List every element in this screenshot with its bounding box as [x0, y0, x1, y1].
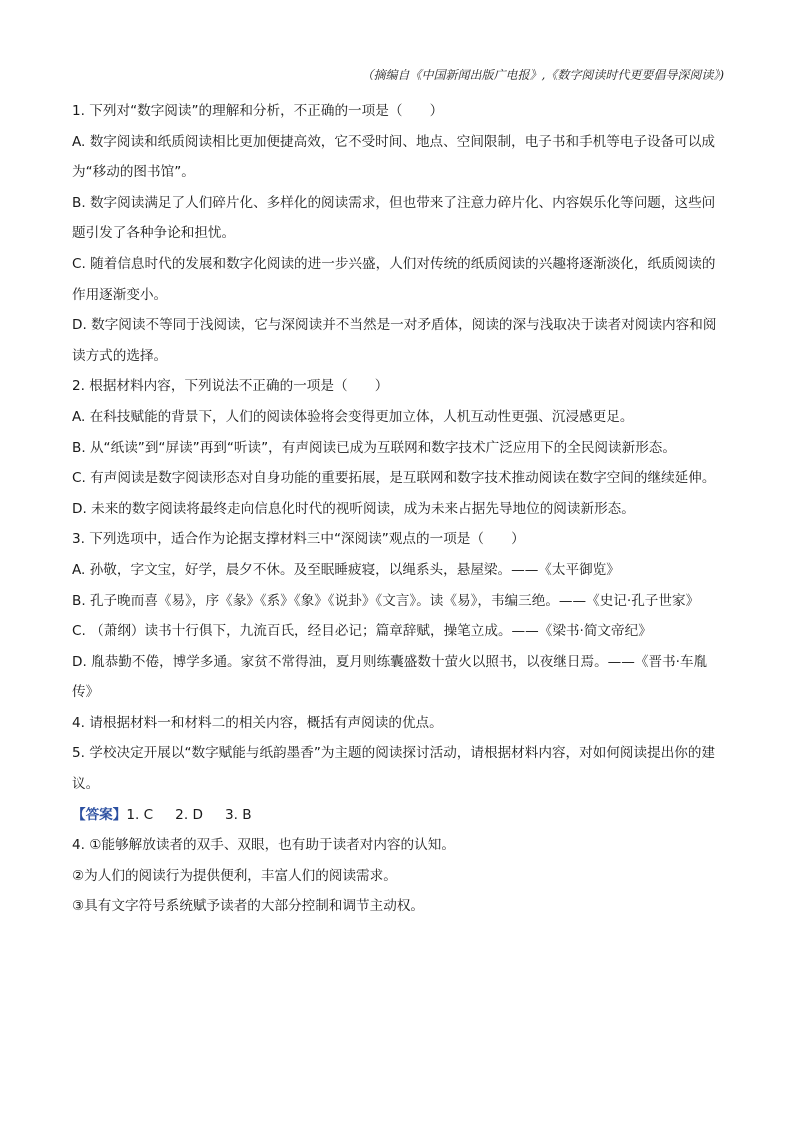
question-content [72, 96, 724, 922]
option-text: A. 在科技赋能的背景下，人们的阅读体验将会变得更加立体，人机互动性更强、沉浸感更足。 [72, 408, 634, 425]
answer-point: ②为人们的阅读行为提供便利，丰富人们的阅读需求。 [72, 867, 397, 884]
question-stem: 2. 根据材料内容，下列说法不正确的一项是（ ） [72, 378, 389, 395]
option-text: D. 胤恭勤不倦，博学多通。家贫不常得油，夏月则练囊盛数十萤火以照书，以夜继日焉。——《晋书·车胤传》 [72, 653, 708, 701]
option-text: B. 数字阅读满足了人们碎片化、多样化的阅读需求，但也带来了注意力碎片化、内容娱乐化等问题，这些问题引发了各种争论和担忧。 [72, 194, 716, 242]
option-text: D. 未来的数字阅读将最终走向信息化时代的视听阅读，成为未来占据先导地位的阅读新形态。 [72, 500, 635, 517]
answer-item: 1. C [126, 806, 154, 823]
answer-tag: 【答案】 [72, 806, 127, 823]
option-text: B. 孔子晚而喜《易》，序《彖》《系》《象》《说卦》《文言》。读《易》，韦编三绝。——《史记·孔子世家》 [72, 592, 700, 609]
answer-line [72, 800, 724, 831]
question-stem: 4. 请根据材料一和材料二的相关内容，概括有声阅读的优点。 [72, 714, 443, 731]
option-text: B. 从“纸读”到“屏读”再到“听读”，有声阅读已成为互联网和数字技术广泛应用下的全民阅读新形态。 [72, 439, 676, 456]
source-citation: （摘编自《中国新闻出版广电报》,《数字阅读时代更要倡导深阅读》) [361, 68, 724, 82]
question-stem: 3. 下列选项中，适合作为论据支撑材料三中“深阅读”观点的一项是（ ） [72, 531, 525, 548]
answer-point: 4. ①能够解放读者的双手、双眼，也有助于读者对内容的认知。 [72, 837, 455, 854]
answer-item: 2. D [175, 806, 203, 823]
option-text: C. 有声阅读是数字阅读形态对自身功能的重要拓展，是互联网和数字技术推动阅读在数字空间的继续延伸。 [72, 470, 716, 487]
option-text: C. 随着信息时代的发展和数字化阅读的进一步兴盛，人们对传统的纸质阅读的兴趣将逐渐淡化，纸质阅读的作用逐渐变小。 [72, 255, 716, 303]
question-stem: 5. 学校决定开展以“数字赋能与纸韵墨香”为主题的阅读探讨活动，请根据材料内容，对如何阅读提出你的建议。 [72, 745, 716, 793]
option-text: D. 数字阅读不等同于浅阅读，它与深阅读并不当然是一对矛盾体，阅读的深与浅取决于读者对阅读内容和阅读方式的选择。 [72, 317, 717, 364]
option-text: A. 孙敬，字文宝，好学，晨夕不休。及至眠睡疲寝，以绳系头，悬屋梁。——《太平御览》 [72, 561, 620, 578]
option-text: C. （萧纲）读书十行俱下，九流百氏，经目必记；篇章辞赋，操笔立成。——《梁书·简文帝纪》 [72, 623, 652, 640]
option-text: A. 数字阅读和纸质阅读相比更加便捷高效，它不受时间、地点、空间限制，电子书和手机等电子设备可以成为“移动的图书馆”。 [72, 133, 716, 181]
answer-item: 3. B [224, 806, 252, 823]
answer-point: ③具有文字符号系统赋予读者的大部分控制和调节主动权。 [72, 898, 425, 915]
question-stem: 1. 下列对“数字阅读”的理解和分析，不正确的一项是（ ） [72, 103, 444, 119]
